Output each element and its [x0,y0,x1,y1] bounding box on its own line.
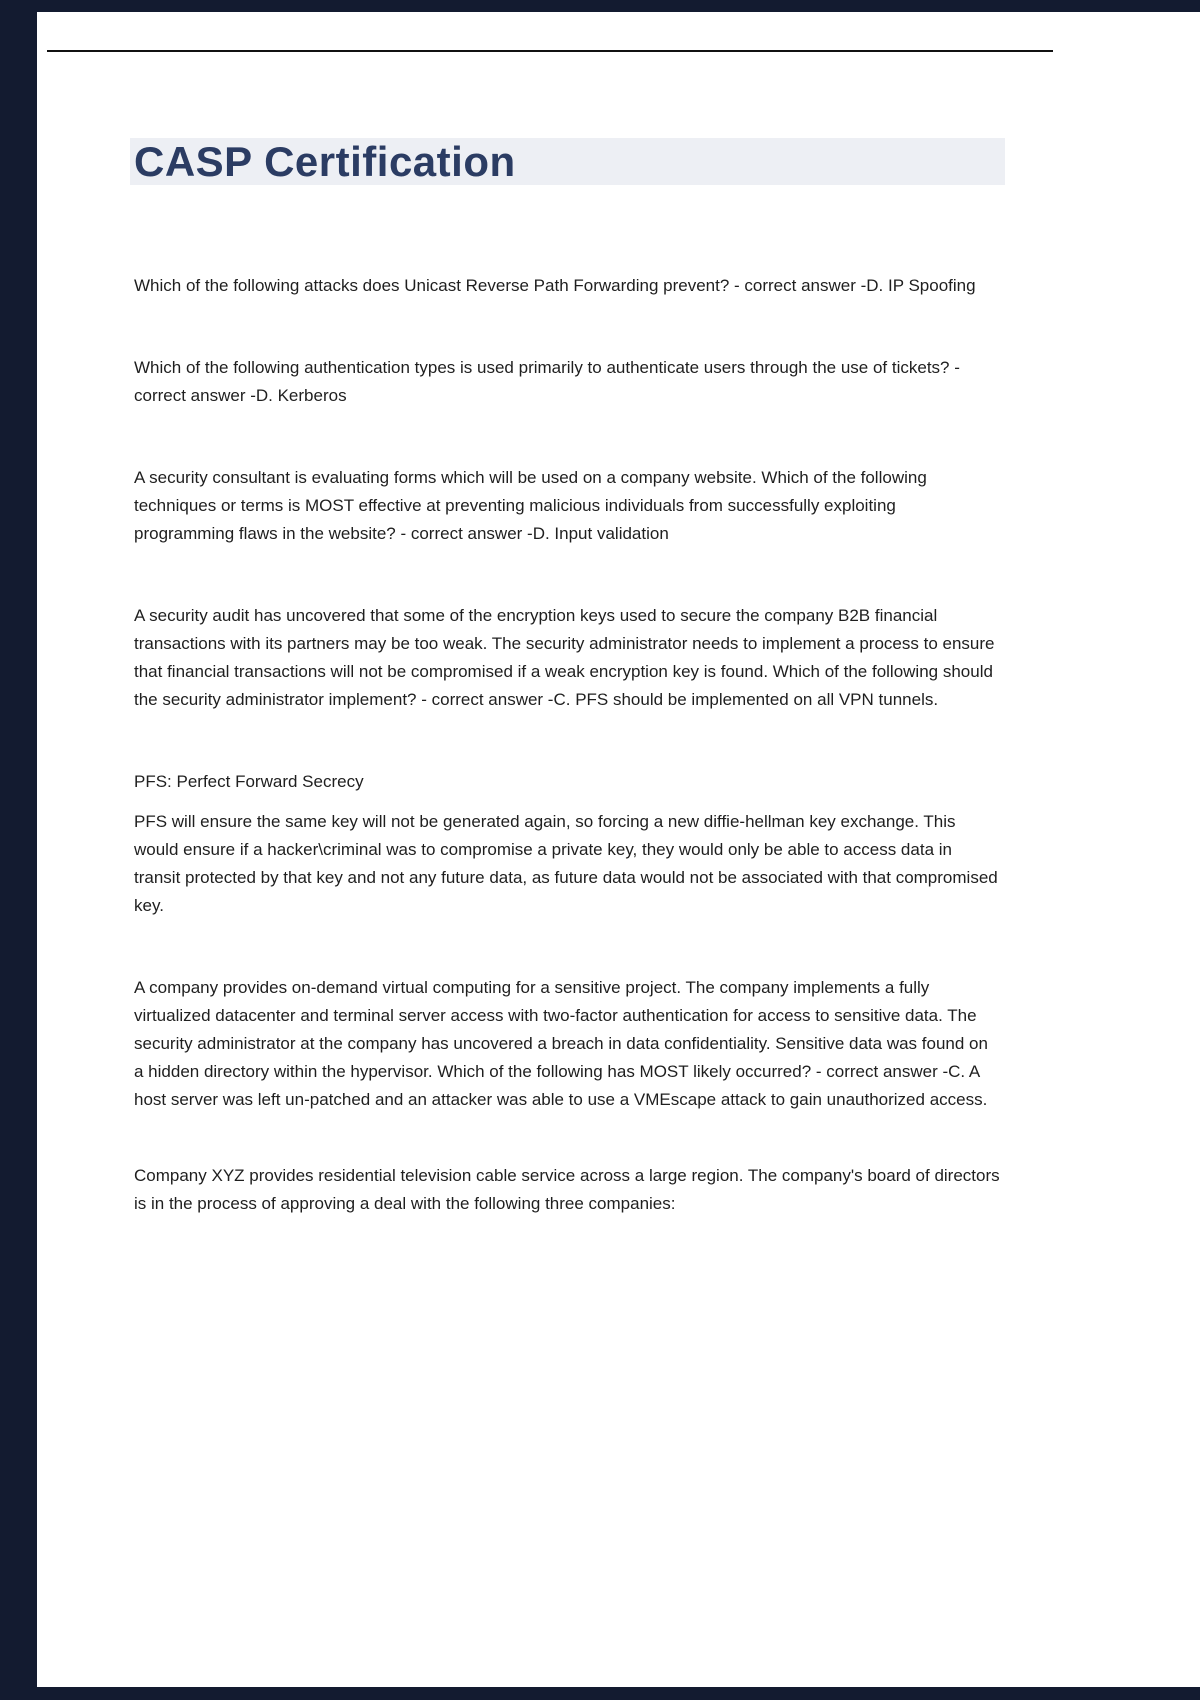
qa-paragraph-kerberos: Which of the following authentication types is used primarily to authenticate users through the use of tickets? - correct answer -D. Kerberos [134,358,960,405]
qa-paragraph-company-xyz: Company XYZ provides residential television cable service across a large region. The company's board of directors is in the process of approving a deal with the following three companies: [134,1166,1000,1213]
document-page [37,12,1200,1687]
document-content [37,138,1006,1218]
note-pfs-explanation: PFS will ensure the same key will not be generated again, so forcing a new diffie-hellman key exchange. This would ensure if a hacker\criminal was to compromise a private key, they would only be able to access data in transit protected by that key and not any future data, as future data would not be associated with that compromised key. [134,812,998,915]
qa-paragraph-unicast-rpf: Which of the following attacks does Unicast Reverse Path Forwarding prevent? - correct answer -D. IP Spoofing [134,276,976,295]
qa-paragraph-pfs-vpn: A security audit has uncovered that some of the encryption keys used to secure the company B2B financial transactions with its partners may be too weak. The security administrator needs to implement a process to ensure that financial transactions will not be compromised if a weak encryption key is found. Which of the following should the security administrator implement? - correct answer -C. PFS should be implemented on all VPN tunnels. [134,606,995,709]
note-pfs-definition: PFS: Perfect Forward Secrecy [134,772,364,791]
header-rule [47,50,1053,52]
qa-paragraph-input-validation: A security consultant is evaluating forms which will be used on a company website. Which of the following techniques or terms is MOST effective at preventing malicious individuals from successfully exploiting programming flaws in the website? - correct answer -D. Input validation [134,468,927,543]
page-title: CASP Certification [134,138,516,185]
qa-paragraph-vmescape: A company provides on-demand virtual computing for a sensitive project. The company implements a fully virtualized datacenter and terminal server access with two-factor authentication for access to sensitive data. The security administrator at the company has uncovered a breach in data confidentiality. Sensitive data was found on a hidden directory within the hypervisor. Which of the following has MOST likely occurred? - correct answer -C. A host server was left un-patched and an attacker was able to use a VMEscape attack to gain unauthorized access. [134,978,988,1109]
title-highlight-bar [130,138,1005,185]
